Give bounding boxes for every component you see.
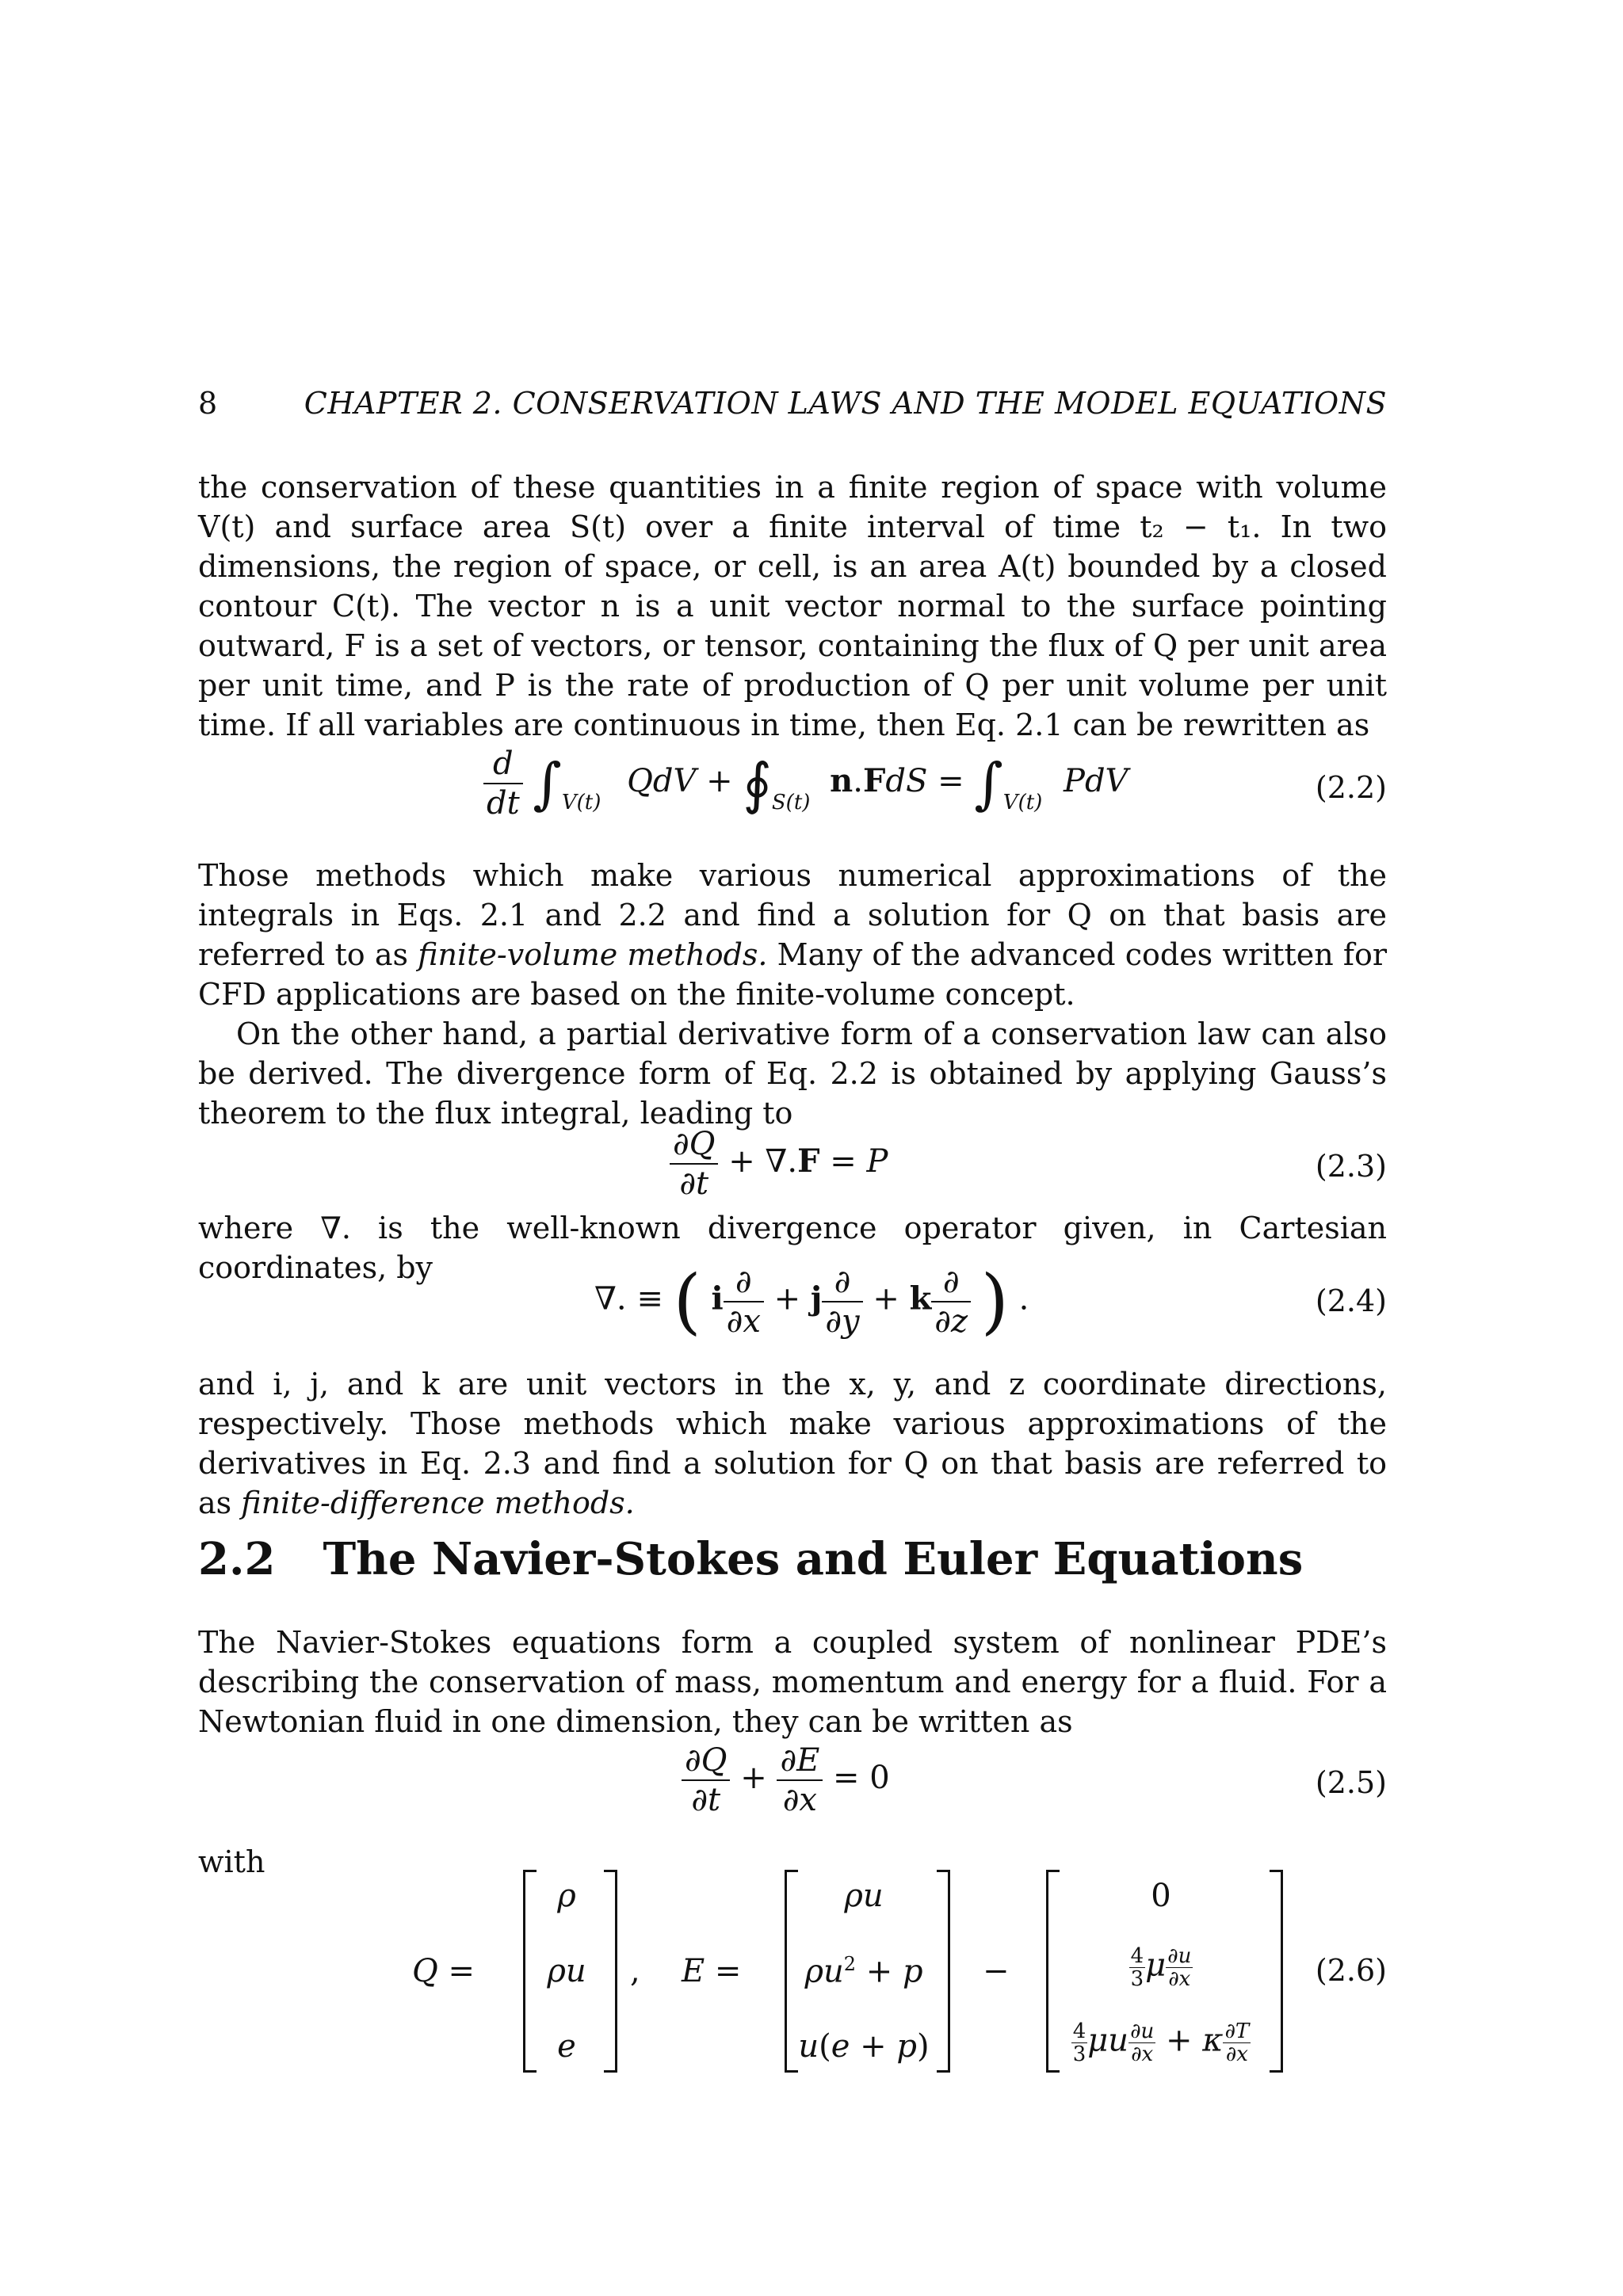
right-bracket <box>937 1870 950 2073</box>
chapter-title: CHAPTER 2. CONSERVATION LAWS AND THE MODEL EQUATIONS <box>304 386 1387 421</box>
section-number: 2.2 <box>198 1533 276 1585</box>
equation-2-2: $\frac{d}{dt}$ $\int_{V(t)}$ QdV + $∮_{S(t)}$ $n.FdS = \int_{V(t)}$ PdV (2.2) <box>198 745 1387 840</box>
section-heading <box>198 1533 1303 1585</box>
page-number: 8 <box>198 386 218 421</box>
paragraph-5-text: and i, j, and k are unit vectors in the x, y, and z coordinate directions, respectively. Those methods which make various approximations of the derivatives in Eq. 2.3 and find a solution for Q on that basis are referred to as <box>198 1367 1387 1520</box>
paragraph-4: where ∇. is the well-known divergence operator given, in Cartesian coordinates, by <box>198 1211 1387 1285</box>
document-page <box>198 0 1387 2296</box>
paragraph-3: On the other hand, a partial derivative form of a conservation law can also be derived. The divergence form of Eq. 2.2 is obtained by applying Gauss’s theorem to the flux integral, leading to <box>198 1016 1387 1131</box>
paragraph-2-text-end: Many of the advanced codes written for CFD applications are based on the finite-volume concept. <box>198 937 1387 1012</box>
equation-2-5: $\frac{\partial Q}{\partial t}$ + $\frac{\partial E}{\partial x}$ = 0 (2.5) <box>198 1741 1387 1829</box>
paragraph-5-emphasis: finite-difference methods. <box>241 1486 635 1520</box>
paragraph-6: The Navier-Stokes equations form a coupled system of nonlinear PDE’s describing the conservation of mass, momentum and energy for a fluid. For a Newtonian fluid in one dimension, they can be written as <box>198 1625 1387 1739</box>
equation-number: (2.4) <box>1315 1283 1387 1318</box>
equation-2-3: $\frac{\partial Q}{\partial t}$ + ∇.F = P (2.3) <box>198 1125 1387 1212</box>
right-bracket <box>1270 1870 1283 2073</box>
equation-number: (2.5) <box>1315 1765 1387 1800</box>
equation-2-4: ∇. ≡ ( i $\frac{\partial}{\partial x}$ + j $\frac{\partial}{\partial y}$ + k $\frac{\partial}{\partial z}$ ) . (2.4) <box>594 1260 1387 1343</box>
paragraph-1: the conservation of these quantities in a finite region of space with volume V(t) and surface area S(t) over a finite interval of time t₂ − t₁. In two dimensions, the region of space, or cell, is an area A(t) bounded by a closed contour C(t). The vector n is a unit vector normal to the surface pointing outward, F is a set of vectors, or tensor, containing the flux of Q per unit area per unit time, and P is the rate of production of Q per unit volume per unit time. If all variables are continuous in time, then Eq. 2.1 can be rewritten as <box>198 470 1387 742</box>
paragraph-2 <box>198 856 1387 1014</box>
paragraph-5 <box>198 1364 1387 1523</box>
paragraph-2-emphasis: finite-volume methods. <box>418 937 768 972</box>
running-header <box>198 386 1387 425</box>
equation-number: (2.3) <box>1315 1149 1387 1184</box>
equation-number: (2.2) <box>1315 770 1387 805</box>
paragraph-7: with <box>198 1844 265 1879</box>
paragraph-2-text: Those methods which make various numerical approximations of the integrals in Eqs. 2.1 and 2.2 and find a solution for Q on that basis are referred to as <box>198 858 1387 972</box>
right-bracket <box>604 1870 617 2073</box>
equation-2-6: Q = ρ ρu e , E = ρu $\rho u^2 + p$ u(e + p) − 0 $\frac{4}{3}$ μ $\frac{\partial u}{\partial x}$ $\frac{4}{3}$ μu $\frac{\partial u}{\partial x}$ + κ $\frac{\partial T}{\partial x}$ (2.6) <box>198 1870 1387 2076</box>
equation-number: (2.6) <box>1315 1953 1387 1988</box>
section-title: The Navier-Stokes and Euler Equations <box>323 1533 1304 1585</box>
